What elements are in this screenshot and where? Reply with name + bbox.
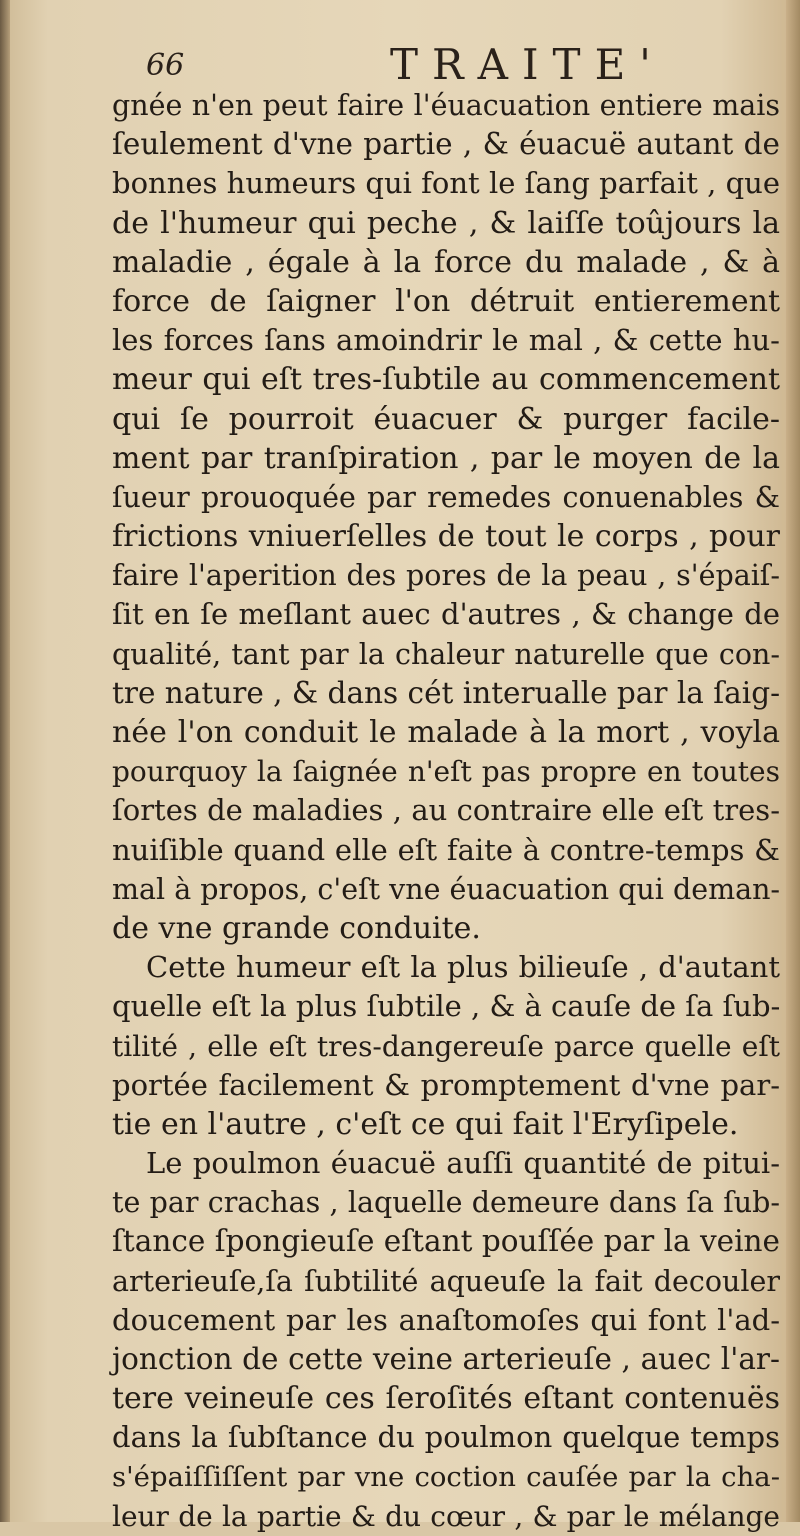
page-number: 66 <box>146 48 185 83</box>
text-line: pourquoy la ſaignée n'eſt pas propre en toutes <box>112 755 780 789</box>
text-line: ſtance ſpongieuſe eſtant pouſſée par la veine <box>112 1224 780 1259</box>
text-line: ment par tranſpiration , par le moyen de la <box>112 440 780 476</box>
text-line: meur qui eſt tres-ſubtile au commencement <box>112 362 780 398</box>
text-line: tilité , elle eſt tres-dangereuſe parce quelle eſt <box>112 1029 780 1063</box>
text-line: jonction de cette veine arterieuſe , auec l'ar- <box>112 1342 780 1376</box>
text-line: bonnes humeurs qui font le ſang parfait , que <box>112 166 780 201</box>
page-header <box>140 40 780 90</box>
text-line: tie en l'autre , c'eſt ce qui fait l'Eryſipele. <box>112 1106 739 1142</box>
text-line: leur de la partie & du cœur , & par le mélange <box>112 1499 780 1533</box>
text-line: frictions vniuerſelles de tout le corps , pour <box>112 519 780 555</box>
text-line: nuiſible quand elle eſt faite à contre-temps & <box>112 832 780 867</box>
text-line: doucement par les anaſtomoſes qui font l'ad- <box>112 1302 780 1337</box>
text-line: née l'on conduit le malade à la mort , voyla <box>112 715 780 750</box>
text-line: gnée n'en peut faire l'éuacuation entiere mais <box>112 89 780 122</box>
body-text <box>112 86 780 1536</box>
text-line: de vne grande conduite. <box>112 910 481 946</box>
text-line: force de ſaigner l'on détruit entierement <box>112 283 780 319</box>
text-line: portée facilement & promptement d'vne par- <box>112 1067 780 1102</box>
text-line: qualité, tant par la chaleur naturelle que con- <box>112 637 780 671</box>
text-line: dans la ſubſtance du poulmon quelque temps <box>112 1420 780 1455</box>
text-line: qui ſe pourroit éuacuer & purger facile- <box>112 401 780 437</box>
running-title: TRAITE' <box>390 40 665 89</box>
text-line: ſeulement d'vne partie , & éuacuë autant de <box>112 127 780 162</box>
text-line: s'épaiſſiſſent par vne coction cauſée par la cha- <box>112 1460 780 1493</box>
text-line: te par crachas , laquelle demeure dans ſa ſub- <box>112 1186 780 1220</box>
text-line: ſueur prouoquée par remedes conuenables & <box>112 480 780 514</box>
text-line: les forces ſans amoindrir le mal , & cette hu- <box>112 323 780 358</box>
text-line: arterieuſe,ſa ſubtilité aqueuſe la fait decouler <box>112 1264 780 1298</box>
text-line: faire l'aperition des pores de la peau , s'épaiſ- <box>112 559 780 593</box>
text-line: Le poulmon éuacuë auſſi quantité de pitui- <box>146 1146 780 1181</box>
text-line: de l'humeur qui peche , & laiſſe toûjours la <box>112 205 780 241</box>
text-line: mal à propos, c'eſt vne éuacuation qui deman- <box>112 872 781 906</box>
text-line: tere veineuſe ces ſeroſités eſtant contenuës <box>112 1381 780 1417</box>
page-gutter <box>0 0 10 1522</box>
text-line: quelle eſt la plus ſubtile , & à cauſe de ſa ſub- <box>112 989 781 1024</box>
text-line: Cette humeur eſt la plus bilieuſe , d'autant <box>146 950 780 985</box>
text-line: ſit en ſe meſlant auec d'autres , & change de <box>112 597 780 632</box>
text-line: maladie , égale à la force du malade , & à <box>112 244 780 280</box>
page-edge <box>786 0 800 1522</box>
text-line: ſortes de maladies , au contraire elle eſt tres- <box>112 793 780 828</box>
text-line: tre nature , & dans cét interualle par la ſaig- <box>112 675 781 710</box>
